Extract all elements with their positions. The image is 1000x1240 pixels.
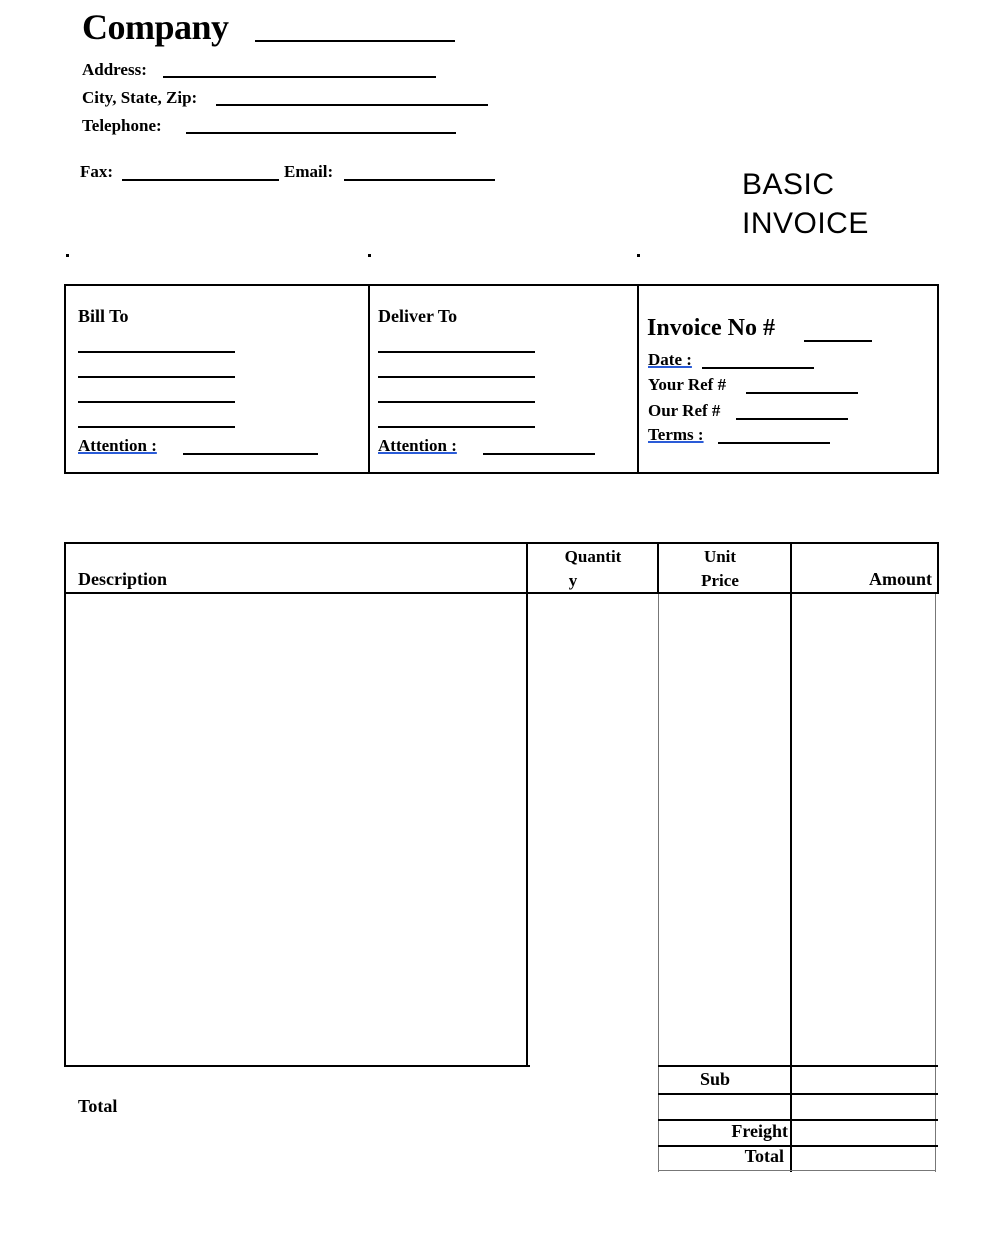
deliver-to-line[interactable] [378,376,535,378]
deliver-to-heading: Deliver To [378,306,458,326]
items-table-col-divider [657,542,659,594]
city-state-zip-blank[interactable] [216,104,488,106]
divider [637,284,639,474]
dot-marker [637,254,640,257]
deliver-to-line[interactable] [378,351,535,353]
divider [368,284,370,474]
col-quantity-header [530,545,656,593]
bill-to-line[interactable] [78,376,235,378]
email-blank[interactable] [344,179,495,181]
freight-label: Freight [731,1121,788,1141]
bill-to-line[interactable] [78,351,235,353]
address-label: Address: [82,60,147,79]
document-title-line1: BASIC [742,168,835,201]
items-table-top-border [64,542,939,544]
your-ref-label: Your Ref # [648,375,727,394]
email-label: Email: [284,162,334,181]
dot-marker [66,254,69,257]
fax-blank[interactable] [122,179,279,181]
items-table-bottom-border [64,1065,530,1067]
date-label: Date : [648,350,692,369]
invoice-number-blank[interactable] [804,340,872,342]
deliver-to-attention-label: Attention : [378,436,457,455]
total-left-label: Total [78,1096,118,1116]
col-description-header: Description [78,569,167,589]
bill-to-line[interactable] [78,401,235,403]
telephone-label: Telephone: [82,116,162,135]
sub-total-label: Sub [699,1069,731,1089]
items-table-left-border [64,542,66,1067]
col-unit-price-header-line2: Price [701,571,739,590]
company-title: Company [82,7,229,47]
totals-row-border [658,1065,938,1067]
totals-row-border [658,1170,936,1171]
totals-row-border [658,1093,938,1095]
deliver-to-line[interactable] [378,401,535,403]
bill-to-line[interactable] [78,426,235,428]
grand-total-label: Total [744,1146,784,1166]
items-table-col-divider [790,594,792,1172]
your-ref-blank[interactable] [746,392,858,394]
terms-label: Terms : [648,425,704,444]
deliver-to-attention-blank[interactable] [483,453,595,455]
items-table-grid-line [935,594,936,1172]
col-quantity-header-line1: Quantit [564,547,622,566]
items-table-grid-line [658,594,659,1172]
col-unit-price-header [660,545,780,593]
terms-blank[interactable] [718,442,830,444]
billing-info-box [64,284,939,474]
col-unit-price-header-line1: Unit [703,547,737,566]
company-name-blank[interactable] [255,40,455,42]
col-quantity-header-line2: y [568,571,578,590]
items-table-col-divider [526,542,528,1067]
deliver-to-line[interactable] [378,426,535,428]
telephone-blank[interactable] [186,132,456,134]
our-ref-blank[interactable] [736,418,848,420]
our-ref-label: Our Ref # [648,401,721,420]
bill-to-attention-blank[interactable] [183,453,318,455]
fax-label: Fax: [80,162,114,181]
document-title-line2: INVOICE [742,207,869,240]
col-amount-header: Amount [868,569,932,589]
bill-to-heading: Bill To [78,306,129,326]
city-state-zip-label: City, State, Zip: [82,88,198,107]
dot-marker [368,254,371,257]
date-blank[interactable] [702,367,814,369]
address-blank[interactable] [163,76,436,78]
bill-to-attention-label: Attention : [78,436,157,455]
items-table-right-border [937,542,939,594]
invoice-number-label: Invoice No # [647,315,775,341]
